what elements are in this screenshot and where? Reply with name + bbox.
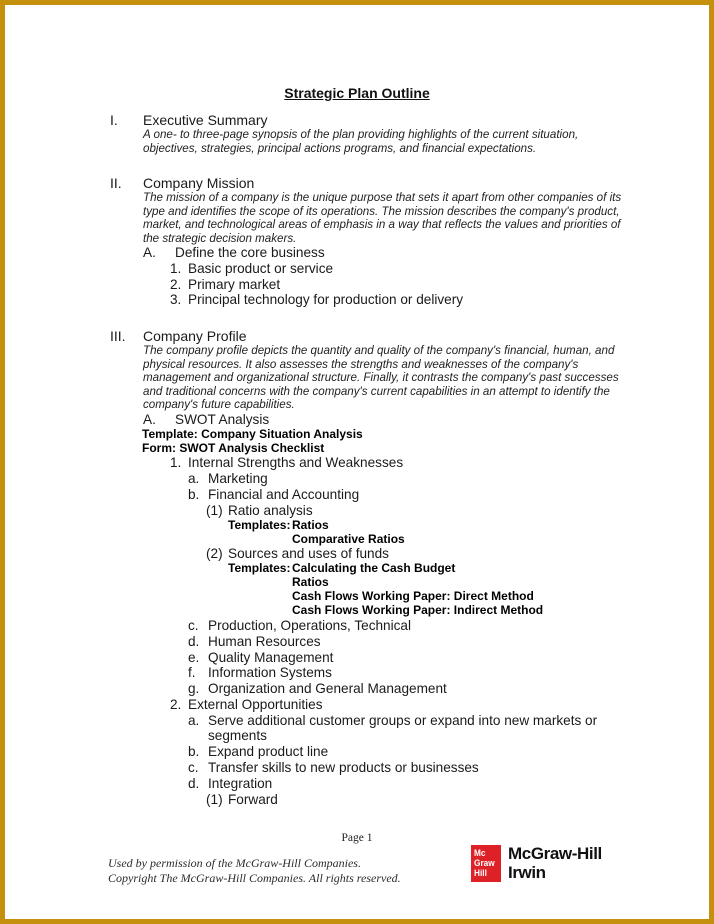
outline-item-label: Quality Management xyxy=(208,649,334,665)
outline-item-label: Organization and General Management xyxy=(208,681,447,697)
outline-marker: f. xyxy=(188,665,196,681)
outline-marker: 1. xyxy=(170,455,182,471)
outline-item-label: Ratio analysis xyxy=(228,502,313,518)
outline-marker: b. xyxy=(188,487,200,503)
outline-description: A one- to three-page synopsis of the plan providing highlights of the current situation, objectives, strategies, principal actions programs, and financial expectations. xyxy=(143,128,579,155)
outline-marker: b. xyxy=(188,744,200,760)
templates-label: Templates: xyxy=(228,561,291,576)
templates-list xyxy=(228,562,622,618)
mcgraw-hill-logo xyxy=(471,845,602,882)
outline-marker: (1) xyxy=(206,502,223,518)
outline-marker: a. xyxy=(188,712,200,728)
outline-item xyxy=(188,650,622,666)
outline-item xyxy=(188,634,622,650)
outline-marker: c. xyxy=(188,617,199,633)
outline-item xyxy=(143,412,622,428)
outline-item-label: Production, Operations, Technical xyxy=(208,617,412,633)
outline-item xyxy=(170,277,622,293)
outline-marker: e. xyxy=(188,649,200,665)
template-name: Cash Flows Working Paper: Indirect Method xyxy=(292,603,544,617)
outline-item xyxy=(188,471,622,487)
template-name: Ratios xyxy=(292,517,329,532)
template-name: Cash Flows Working Paper: Direct Method xyxy=(292,589,534,604)
template-name: Comparative Ratios xyxy=(292,531,405,546)
footer-credits xyxy=(108,856,401,885)
template-name: Ratios xyxy=(292,575,329,590)
outline-item xyxy=(188,618,622,634)
outline-item-label: Forward xyxy=(228,791,278,807)
outline-marker: c. xyxy=(188,760,199,776)
outline-heading-label: Company Profile xyxy=(143,328,247,345)
outline-item xyxy=(170,261,622,277)
outline-heading-row xyxy=(110,112,622,128)
template-reference-line: Template: Company Situation Analysis xyxy=(142,427,363,442)
outline-item-label: Information Systems xyxy=(208,665,332,681)
strategic-plan-outline xyxy=(110,112,622,807)
outline-marker: II. xyxy=(110,175,122,191)
outline-marker: (2) xyxy=(206,546,223,562)
outline-item-label: Primary market xyxy=(188,276,281,292)
outline-item-label: Internal Strengths and Weaknesses xyxy=(188,455,404,471)
outline-marker: 1. xyxy=(170,260,182,276)
outline-item xyxy=(206,546,622,562)
outline-heading-row xyxy=(110,328,622,344)
outline-item-label: Transfer skills to new products or businesses xyxy=(208,760,479,776)
outline-item-label: Expand product line xyxy=(208,744,329,760)
mcgraw-hill-logo-mark: Mc Graw Hill xyxy=(471,845,501,882)
outline-item-label: Principal technology for production or delivery xyxy=(188,292,464,308)
outline-item-label: Basic product or service xyxy=(188,260,334,276)
outline-marker: g. xyxy=(188,681,200,697)
outline-item-label: Financial and Accounting xyxy=(208,487,360,503)
templates-label: Templates: xyxy=(228,517,291,532)
outline-item xyxy=(170,697,622,713)
outline-item xyxy=(188,665,622,681)
outline-item-label: External Opportunities xyxy=(188,696,323,712)
templates-values xyxy=(292,562,543,618)
outline-marker: A. xyxy=(143,411,156,427)
outline-marker: 3. xyxy=(170,292,182,308)
outline-item-label: Define the core business xyxy=(175,245,325,260)
outline-item xyxy=(143,245,622,261)
outline-heading-label: Company Mission xyxy=(143,175,255,191)
outline-marker: A. xyxy=(143,245,156,260)
template-name: Calculating the Cash Budget xyxy=(292,561,456,576)
permission-note: Used by permission of the McGraw-Hill Companies. xyxy=(108,856,361,870)
outline-item xyxy=(170,292,622,308)
copyright-note: Copyright The McGraw-Hill Companies. All rights reserved. xyxy=(108,870,401,885)
outline-item xyxy=(188,760,622,776)
outline-description: The mission of a company is the unique purpose that sets it apart from other companies of its type and identifies the scope of its operations. The mission describes the company's product, market, and technological areas of emphasis in a way that reflects the values and priorities of the strategic decision makers. xyxy=(143,191,622,245)
outline-marker: d. xyxy=(188,775,200,791)
outline-item xyxy=(188,487,622,503)
outline-item-label: Serve additional customer groups or expand into new markets or segments xyxy=(208,712,598,744)
outline-item xyxy=(188,713,622,745)
outline-item xyxy=(206,792,622,808)
outline-heading-label: Executive Summary xyxy=(143,112,268,128)
outline-item-label: Human Resources xyxy=(208,633,321,649)
outline-marker: 2. xyxy=(170,696,182,712)
outline-marker: a. xyxy=(188,471,200,487)
outline-item-label: Marketing xyxy=(208,471,268,487)
outline-item-label: Sources and uses of funds xyxy=(228,546,389,562)
form-reference-line: Form: SWOT Analysis Checklist xyxy=(142,441,325,456)
outline-item xyxy=(188,681,622,697)
outline-item-label: Integration xyxy=(208,775,273,791)
templates-list xyxy=(228,519,622,547)
templates-values xyxy=(292,519,405,547)
outline-marker: (1) xyxy=(206,791,223,807)
outline-heading-row xyxy=(110,175,622,191)
document-title: Strategic Plan Outline xyxy=(284,85,430,101)
outline-item-label: SWOT Analysis xyxy=(175,411,270,427)
outline-marker: 2. xyxy=(170,276,182,292)
outline-item xyxy=(188,744,622,760)
outline-item xyxy=(206,503,622,519)
outline-marker: d. xyxy=(188,633,200,649)
outline-item xyxy=(188,776,622,792)
page-number: Page 1 xyxy=(341,832,373,844)
outline-item xyxy=(170,455,622,471)
mcgraw-hill-logo-wordmark: McGraw-Hill Irwin xyxy=(508,844,602,882)
outline-description: The company profile depicts the quantity and quality of the company's financial, human, and physical resources. It also assesses the strengths and weaknesses of the company's management and organizational structure. Finally, it contrasts the company's past successes and traditional concerns with the company's current capabilities in an attempt to identify the company's future capabilities. xyxy=(143,344,619,412)
outline-marker: III. xyxy=(110,328,126,345)
outline-marker: I. xyxy=(110,112,118,128)
